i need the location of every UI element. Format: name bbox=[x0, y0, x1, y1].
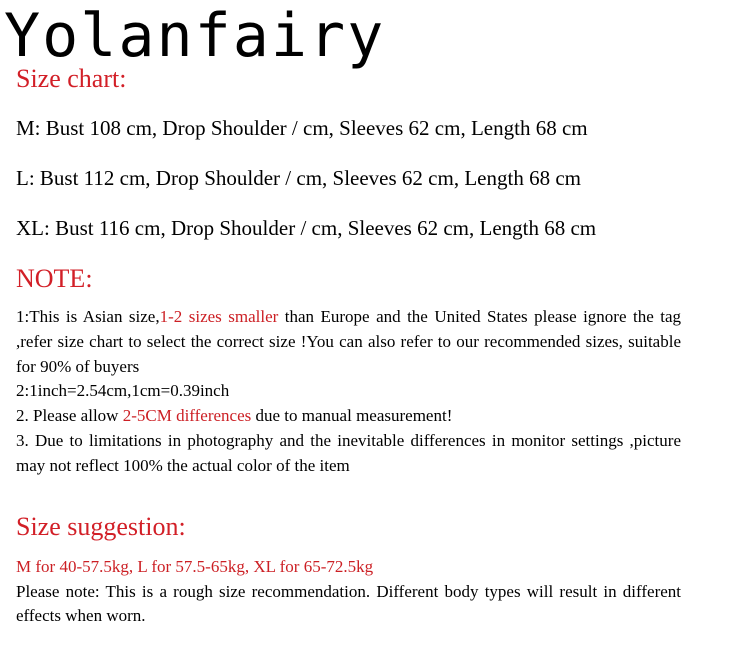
note-item-measurement-prefix: 2. Please allow bbox=[16, 406, 123, 426]
note-item-unit-conversion: 2:1inch=2.54cm,1cm=0.39inch bbox=[16, 381, 230, 401]
size-row-xl: XL: Bust 116 cm, Drop Shoulder / cm, Sleeves 62 cm, Length 68 cm bbox=[16, 216, 597, 240]
size-suggestion-weights: M for 40-57.5kg, L for 57.5-65kg, XL for 65-72.5kg bbox=[16, 557, 374, 576]
size-suggestion-disclaimer: Please note: This is a rough size recommendation. Different body types will result in different effects when worn. bbox=[16, 581, 681, 625]
note-item-measurement bbox=[16, 404, 681, 429]
note-item-asian-size-prefix: 1:This is Asian size, bbox=[16, 307, 160, 326]
note-item-color-disclaimer: 3. Due to limitations in photography and the inevitable differences in monitor settings ,picture may not reflect 100% the actual color of the item bbox=[16, 430, 681, 475]
brand-title: Yolanfairy bbox=[4, 1, 386, 71]
size-suggestion-heading: Size suggestion: bbox=[16, 512, 186, 541]
note-item-asian-size-suffix: than Europe and the United States please ignore the tag ,refer size chart to select the correct size !You can also refer to our recommended sizes, suitable for 90% of buyers bbox=[16, 307, 681, 376]
note-item-asian-size bbox=[16, 305, 681, 379]
note-highlight-differences: 2-5CM differences bbox=[122, 406, 252, 426]
size-chart-heading: Size chart: bbox=[16, 64, 127, 93]
note-list bbox=[16, 305, 681, 479]
size-row-m: M: Bust 108 cm, Drop Shoulder / cm, Sleeves 62 cm, Length 68 cm bbox=[16, 116, 588, 140]
size-suggestion-body bbox=[16, 555, 681, 629]
note-heading: NOTE: bbox=[16, 264, 93, 293]
note-item-measurement-suffix: due to manual measurement! bbox=[251, 406, 453, 426]
note-highlight-sizes-smaller: 1-2 sizes smaller bbox=[159, 307, 279, 326]
size-row-l: L: Bust 112 cm, Drop Shoulder / cm, Sleeves 62 cm, Length 68 cm bbox=[16, 166, 581, 190]
